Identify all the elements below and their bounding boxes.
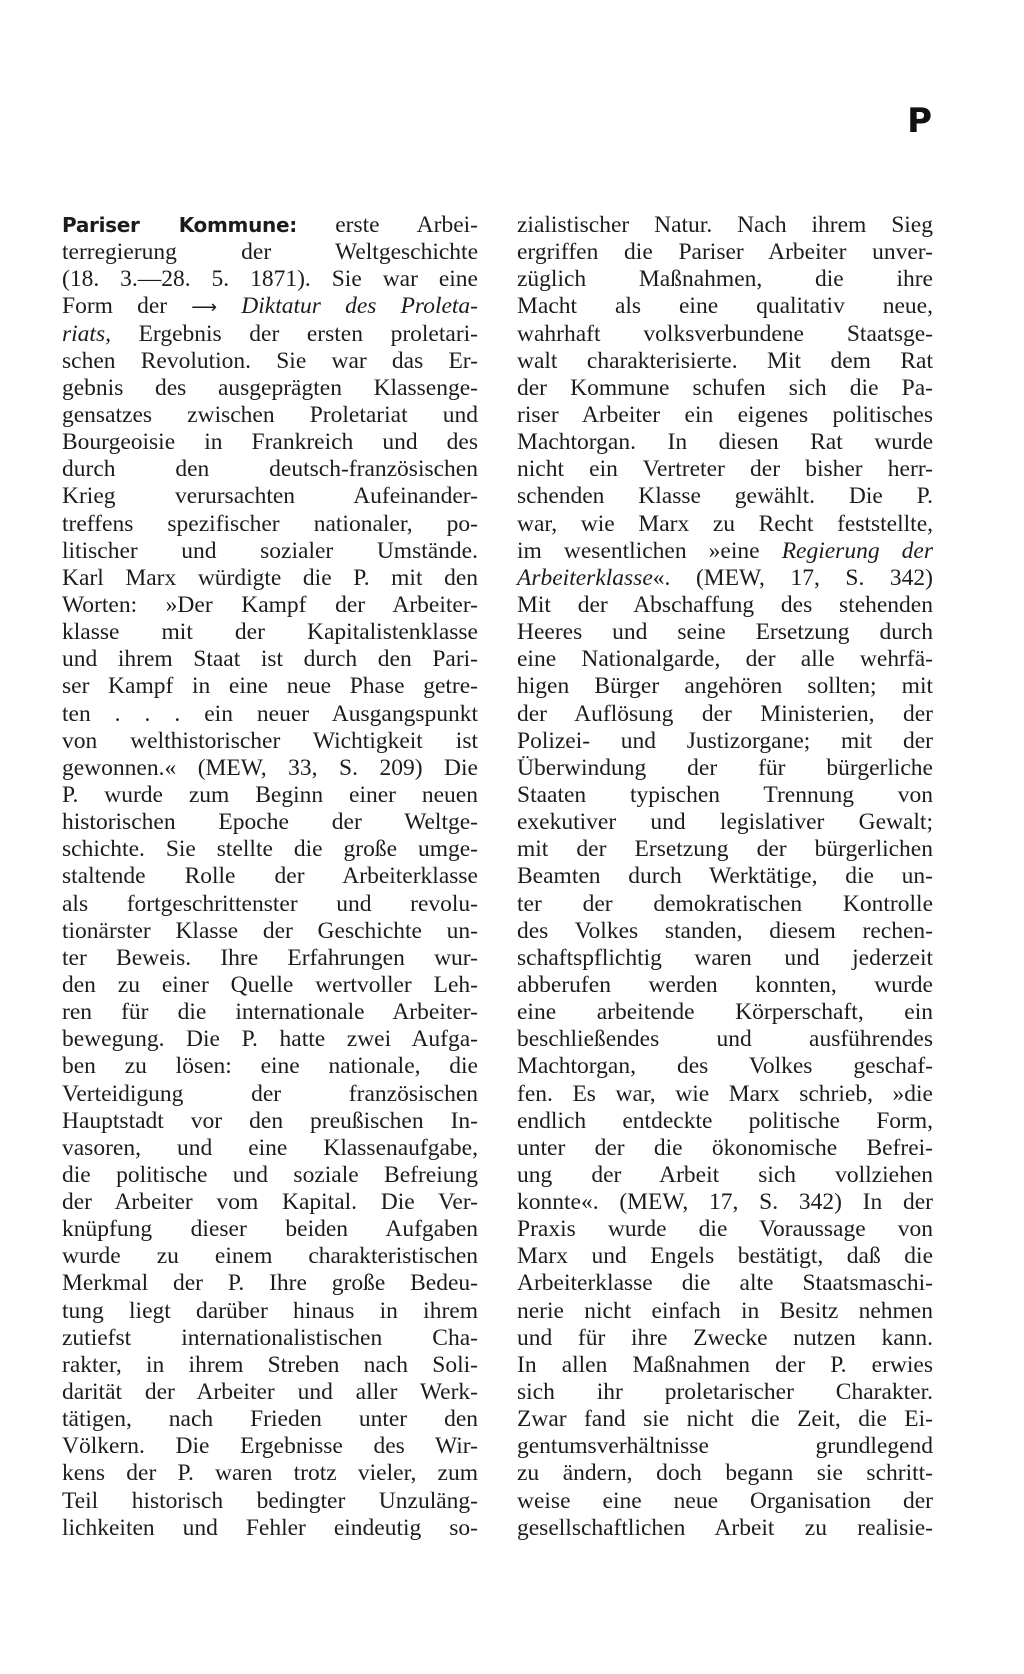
text-line: tionärster Klasse der Geschichte un- (62, 917, 478, 944)
text-line: ben zu lösen: eine nationale, die (62, 1053, 478, 1080)
cross-reference-arrow-icon: ⟶ (191, 297, 218, 319)
text-line: den zu einer Quelle wertvoller Leh- (62, 971, 478, 998)
text-line: Staaten typischen Trennung von (517, 781, 933, 808)
text-line: In allen Maßnahmen der P. erwies (517, 1351, 933, 1378)
text-line: litischer und sozialer Umstände. (62, 537, 478, 564)
text-line: terregierung der Weltgeschichte (62, 239, 478, 266)
text-line: gebnis des ausgeprägten Klassenge- (62, 374, 478, 401)
text-line: Machtorgan. In diesen Rat wurde (517, 429, 933, 456)
text-line: ergriffen die Pariser Arbeiter unver- (517, 239, 933, 266)
text-line: Bourgeoisie in Frankreich und des (62, 429, 478, 456)
text-line: beschließendes und ausführendes (517, 1026, 933, 1053)
text-line: vasoren, und eine Klassenaufgabe, (62, 1134, 478, 1161)
text-line: war, wie Marx zu Recht feststellte, (517, 510, 933, 537)
text-line: Polizei- und Justizorgane; mit der (517, 727, 933, 754)
text-line: im wesentlichen »eine Regierung der (517, 537, 934, 564)
section-letter: P (907, 101, 932, 141)
cross-reference-link[interactable]: riats, (62, 320, 111, 347)
text-line: ung der Arbeit sich vollziehen (517, 1161, 933, 1188)
entry-headword: Pariser Kommune: (62, 213, 297, 237)
text-line: Machtorgan, des Volkes geschaf- (517, 1053, 933, 1080)
text-line: Teil historisch bedingter Unzuläng- (62, 1487, 478, 1514)
left-column (62, 212, 478, 1542)
right-column (517, 212, 933, 1542)
text-line: Völkern. Die Ergebnisse des Wir- (62, 1433, 478, 1460)
text-line: schenden Klasse gewählt. Die P. (517, 483, 933, 510)
text-line: zu ändern, doch begann sie schritt- (517, 1460, 933, 1487)
text-line: zutiefst internationalistischen Cha- (62, 1324, 478, 1351)
text-line: nerie nicht einfach in Besitz nehmen (517, 1297, 933, 1324)
text-line: fen. Es war, wie Marx schrieb, »die (517, 1080, 933, 1107)
text-line: Krieg verursachten Aufeinander- (62, 483, 478, 510)
text-line: nicht ein Vertreter der bisher herr- (517, 456, 933, 483)
text-line: Überwindung der für bürgerliche (517, 754, 933, 781)
text-line: staltende Rolle der Arbeiterklasse (62, 863, 478, 890)
text-line: endlich entdeckte politische Form, (517, 1107, 933, 1134)
text-line: Marx und Engels bestätigt, daß die (517, 1243, 933, 1270)
text-line: gesellschaftlichen Arbeit zu realisie- (517, 1514, 933, 1541)
text-line: ter Beweis. Ihre Erfahrungen wur- (62, 944, 478, 971)
text-line: kens der P. waren trotz vieler, zum (62, 1460, 478, 1487)
text-line: und für ihre Zwecke nutzen kann. (517, 1324, 933, 1351)
text-line: schaftspflichtig waren und jederzeit (517, 944, 933, 971)
text-line: der Kommune schufen sich die Pa- (517, 374, 933, 401)
text-line: konnte«. (MEW, 17, S. 342) In der (517, 1189, 933, 1216)
text-line: Merkmal der P. Ihre große Bedeu- (62, 1270, 478, 1297)
text-line: Macht als eine qualitativ neue, (517, 293, 933, 320)
text-line: Hauptstadt vor den preußischen In- (62, 1107, 478, 1134)
text-line: abberufen werden konnten, wurde (517, 971, 933, 998)
text-line: und ihrem Staat ist durch den Pari- (62, 646, 478, 673)
text-line: ren für die internationale Arbeiter- (62, 999, 478, 1026)
text-line: der Arbeiter vom Kapital. Die Ver- (62, 1189, 478, 1216)
text-line: Beamten durch Werktätige, die un- (517, 863, 933, 890)
text-line: gentumsverhältnisse grundlegend (517, 1433, 933, 1460)
text-line: walt charakterisierte. Mit dem Rat (517, 347, 933, 374)
text-line: durch den deutsch-französischen (62, 456, 478, 483)
text-line: unter der die ökonomische Befrei- (517, 1134, 933, 1161)
text-line: schen Revolution. Sie war das Er- (62, 347, 478, 374)
text-line: knüpfung dieser beiden Aufgaben (62, 1216, 478, 1243)
text-line: Zwar fand sie nicht die Zeit, die Ei- (517, 1406, 933, 1433)
text-line: higen Bürger angehören sollten; mit (517, 673, 933, 700)
text-line: des Volkes standen, diesem rechen- (517, 917, 933, 944)
text-line: bewegung. Die P. hatte zwei Aufga- (62, 1026, 478, 1053)
text-line: züglich Maßnahmen, die ihre (517, 266, 933, 293)
text-line: ter der demokratischen Kontrolle (517, 890, 933, 917)
text-line: gewonnen.« (MEW, 33, S. 209) Die (62, 754, 478, 781)
text-line: tung liegt darüber hinaus in ihrem (62, 1297, 478, 1324)
quote-italic: Regierung der (781, 537, 934, 564)
text-line: riser Arbeiter ein eigenes politisches (517, 401, 933, 428)
text-line: riats, Ergebnis der ersten proletari- (62, 320, 478, 347)
text-line: (18. 3.—28. 5. 1871). Sie war eine (62, 266, 478, 293)
text-line: schichte. Sie stellte die große umge- (62, 836, 478, 863)
text-line: rakter, in ihrem Streben nach Soli- (62, 1351, 478, 1378)
text-line: wahrhaft volksverbundene Staatsge- (517, 320, 933, 347)
text-line: eine arbeitende Körperschaft, ein (517, 999, 933, 1026)
text-line: Worten: »Der Kampf der Arbeiter- (62, 591, 478, 618)
text-line: Pariser Kommune: erste Arbei- (62, 212, 478, 238)
text-line: P. wurde zum Beginn einer neuen (62, 781, 478, 808)
text-line: der Auflösung der Ministerien, der (517, 700, 933, 727)
text-line: Arbeiterklasse die alte Staatsmaschi- (517, 1270, 933, 1297)
text-line: ser Kampf in eine neue Phase getre- (62, 673, 478, 700)
text-line: mit der Ersetzung der bürgerlichen (517, 836, 933, 863)
text-line: treffens spezifischer nationaler, po- (62, 510, 478, 537)
text-line: Karl Marx würdigte die P. mit den (62, 564, 478, 591)
text-line: wurde zu einem charakteristischen (62, 1243, 478, 1270)
text-line: Mit der Abschaffung des stehenden (517, 591, 933, 618)
text-line: historischen Epoche der Weltge- (62, 809, 478, 836)
text-line: exekutiver und legislativer Gewalt; (517, 809, 933, 836)
text-line: Form der ⟶ Diktatur des Proleta- (62, 293, 479, 320)
text-line: sich ihr proletarischer Charakter. (517, 1379, 933, 1406)
cross-reference-link[interactable]: Diktatur des Proleta- (241, 293, 479, 320)
text-line: klasse mit der Kapitalistenklasse (62, 619, 478, 646)
quote-italic: Arbeiterklasse (517, 564, 653, 591)
text-line: Heeres und seine Ersetzung durch (517, 619, 933, 646)
text-line: weise eine neue Organisation der (517, 1487, 933, 1514)
text-line: tätigen, nach Frieden unter den (62, 1406, 478, 1433)
text-line: Praxis wurde die Voraussage von (517, 1216, 933, 1243)
text-line: eine Nationalgarde, der alle wehrfä- (517, 646, 933, 673)
text-line: als fortgeschrittenster und revolu- (62, 890, 478, 917)
text-line: lichkeiten und Fehler eindeutig so- (62, 1514, 478, 1541)
text-line: Verteidigung der französischen (62, 1080, 478, 1107)
text-line: darität der Arbeiter und aller Werk- (62, 1379, 478, 1406)
text-line: Arbeiterklasse«. (MEW, 17, S. 342) (517, 564, 933, 591)
text-line: die politische und soziale Befreiung (62, 1161, 478, 1188)
text-line: gensatzes zwischen Proletariat und (62, 401, 478, 428)
text-line: von welthistorischer Wichtigkeit ist (62, 727, 478, 754)
text-line: ten . . . ein neuer Ausgangspunkt (62, 700, 478, 727)
text-line: zialistischer Natur. Nach ihrem Sieg (517, 212, 933, 238)
